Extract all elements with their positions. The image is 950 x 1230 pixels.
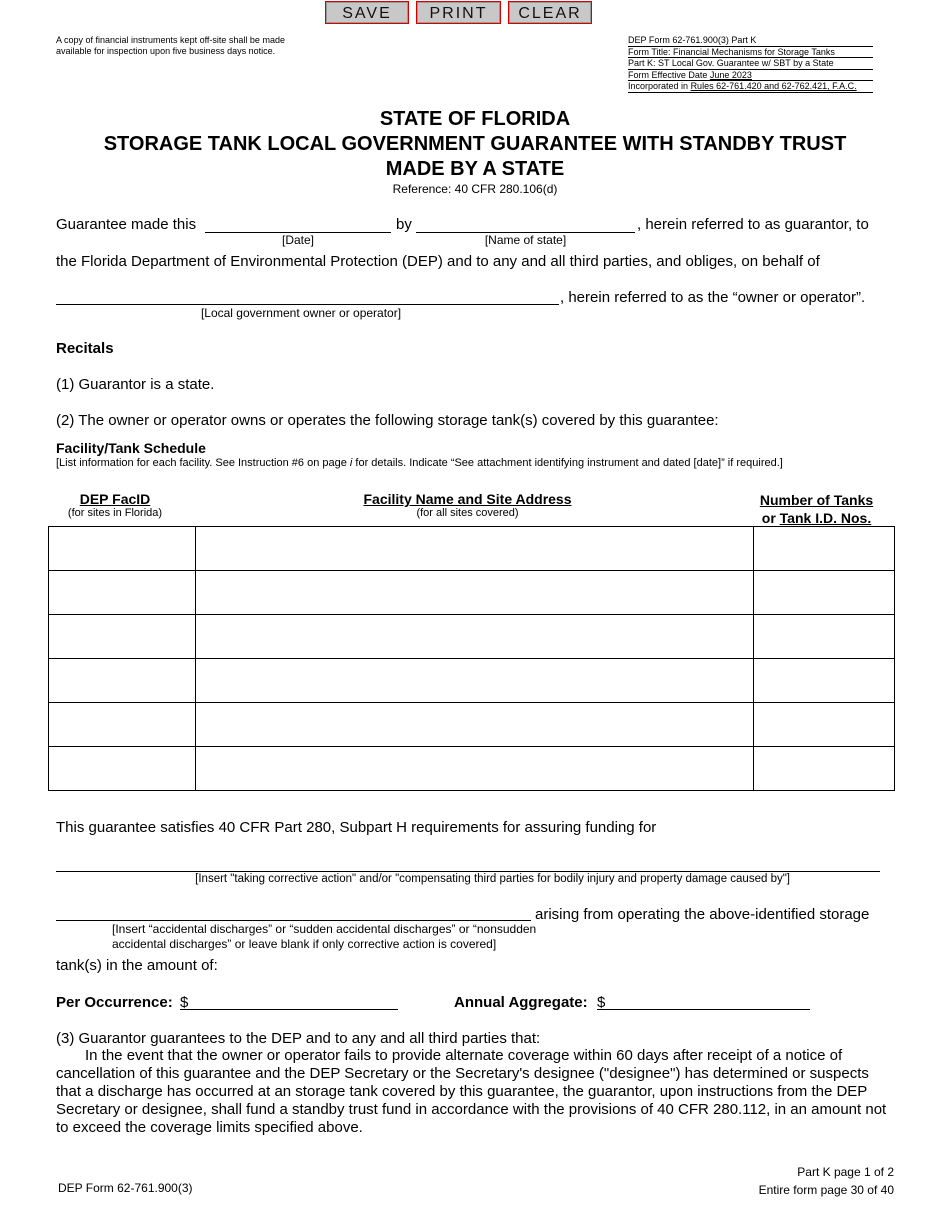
intro-line2: the Florida Department of Environmental Protection (DEP) and to any and all third parties, and obliges, on behalf of [56,253,820,270]
form-number: DEP Form 62-761.900(3) Part K [628,35,873,47]
herein-owner-text: , herein referred to as the “owner or operator”. [560,289,866,306]
facid-input[interactable] [49,527,195,570]
herein-guarantor-text: , herein referred to as guarantor, to [637,216,869,233]
schedule-row [49,703,895,747]
form-info-block [628,35,873,93]
title-line1: STATE OF FLORIDA [379,108,571,130]
per-occurrence-field[interactable] [190,990,400,1008]
offsite-notice-line1: A copy of financial instruments kept off-site shall be made [56,35,285,45]
facility-cell [195,571,754,615]
tanks-cell [754,703,895,747]
facility-cell [195,703,754,747]
col-facility-title: Facility Name and Site Address [363,491,572,507]
effective-date: June 2023 [709,69,752,80]
annual-aggregate-underline [597,1009,810,1010]
owner-underline [56,304,559,305]
discharge-hint-line2: accidental discharges” or leave blank if only corrective action is covered] [112,937,497,951]
annual-aggregate-label: Annual Aggregate: [454,994,588,1011]
col-tanks-title-line2-wrap [745,509,888,527]
facility-input[interactable] [196,659,754,702]
incorporated-label: Incorporated in [628,81,689,91]
arising-text: arising from operating the above-identified storage [535,906,870,923]
facid-input[interactable] [49,571,195,614]
col-tanks-or: or [761,510,780,526]
effective-date-row [628,70,873,82]
annual-aggregate-currency: $ [597,994,606,1011]
tanks-cell [754,747,895,791]
facility-tank-schedule [48,526,895,791]
incorporated-rules: Rules 62-761.420 and 62-762.421, F.A.C. [690,81,857,91]
facid-input[interactable] [49,703,195,746]
discharge-type-hint [112,922,536,952]
recital-1: (1) Guarantor is a state. [56,376,215,393]
save-button[interactable]: SAVE [325,1,409,24]
tanks-input[interactable] [754,615,894,658]
per-occurrence-underline [180,1009,398,1010]
clear-button[interactable]: CLEAR [508,1,592,24]
schedule-instruction-part1: [List information for each facility. See Instruction #6 on page [56,457,350,469]
schedule-row [49,571,895,615]
facid-cell [49,703,196,747]
title-line2: STORAGE TANK LOCAL GOVERNMENT GUARANTEE WITH STANDBY TRUST [103,133,847,155]
facid-input[interactable] [49,615,195,658]
facility-cell [195,747,754,791]
offsite-notice [56,35,356,56]
guarantee-item3: (3) Guarantor guarantees to the DEP and to any and all third parties that: [56,1030,541,1047]
facility-input[interactable] [196,615,754,658]
facid-cell [49,571,196,615]
state-name-field[interactable] [416,214,638,232]
col-facid-sub: (for sites in Florida) [67,507,163,519]
footer-entire-page: Entire form page 30 of 40 [758,1183,894,1197]
recitals-heading: Recitals [56,340,114,357]
incorporated-row [628,81,873,93]
tanks-cell [754,571,895,615]
per-occurrence-label: Per Occurrence: [56,994,173,1011]
schedule-instruction-page: i [349,457,353,469]
facid-cell [49,527,196,571]
owner-hint: [Local government owner or operator] [200,306,402,320]
schedule-row [49,527,895,571]
facid-input[interactable] [49,747,195,790]
discharge-type-underline [56,920,531,921]
facid-cell [49,659,196,703]
schedule-row [49,615,895,659]
schedule-row [49,747,895,791]
date-field[interactable] [205,214,394,232]
footer-part-page: Part K page 1 of 2 [797,1165,894,1179]
coverage-type-field[interactable] [56,853,883,871]
tanks-cell [754,659,895,703]
state-hint: [Name of state] [484,233,567,247]
footer-form-number: DEP Form 62-761.900(3) [58,1181,193,1195]
facility-input[interactable] [196,703,754,746]
coverage-type-hint: [Insert "taking corrective action" and/or "compensating third parties for bodily injury and property damage caused by"] [195,873,790,885]
amount-of-text: tank(s) in the amount of: [56,957,218,974]
facility-cell [195,527,754,571]
owner-operator-field[interactable] [56,286,562,304]
tanks-input[interactable] [754,527,894,570]
discharge-hint-line1: [Insert “accidental discharges” or “sudden accidental discharges” or “nonsudden [112,922,537,936]
reference: Reference: 40 CFR 280.106(d) [392,182,558,196]
footer-page-info [650,1163,894,1199]
by-label: by [396,216,412,233]
guarantee-paragraph: In the event that the owner or operator fails to provide alternate coverage within 60 days after receipt of a notice of cancellation of this guarantee and the DEP Secretary or the Secretary's designee ("designee") has determined or suspects that a discharge has occurred at an storage tank covered by this guarantee, the guarantor, upon instructions from the DEP Secretary or designee, shall fund a standby trust fund in accordance with the provisions of 40 CFR 280.112, in an amount not to exceed the coverage limits specified above. [56,1047,887,1136]
col-facid-title: DEP FacID [79,491,151,507]
facid-cell [49,747,196,791]
tanks-input[interactable] [754,659,894,702]
facility-input[interactable] [196,571,754,614]
col-facid-header [48,491,182,519]
facid-cell [49,615,196,659]
tanks-input[interactable] [754,571,894,614]
satisfies-text: This guarantee satisfies 40 CFR Part 280, Subpart H requirements for assuring funding for [56,819,657,836]
annual-aggregate-field[interactable] [607,990,812,1008]
guarantee-made-this-label: Guarantee made this [56,216,197,233]
col-tanks-title-line1: Number of Tanks [759,492,874,508]
tanks-input[interactable] [754,747,894,790]
form-title: Form Title: Financial Mechanisms for Storage Tanks [628,47,873,59]
coverage-type-underline [56,871,880,872]
col-tanks-header [745,491,888,527]
schedule-row [49,659,895,703]
per-occurrence-currency: $ [180,994,189,1011]
schedule-instruction-part2: for details. Indicate “See attachment identifying instrument and dated [date]” if required.] [352,457,783,469]
facility-cell [195,615,754,659]
facility-cell [195,659,754,703]
title-line3: MADE BY A STATE [385,158,565,180]
tanks-cell [754,527,895,571]
facility-input[interactable] [196,527,754,570]
col-facility-sub: (for all sites covered) [416,507,519,519]
offsite-notice-line2: available for inspection upon five business days notice. [56,45,276,56]
tanks-input[interactable] [754,703,894,746]
facility-input[interactable] [196,747,754,790]
col-facility-header [270,491,665,519]
facid-input[interactable] [49,659,195,702]
tanks-cell [754,615,895,659]
date-hint: [Date] [281,233,314,247]
page-title [40,107,910,196]
print-button[interactable]: PRINT [416,1,501,24]
effective-date-label: Form Effective Date [628,69,708,80]
col-tanks-title-line2: Tank I.D. Nos. [779,510,872,526]
discharge-type-field[interactable] [56,902,534,920]
schedule-heading: Facility/Tank Schedule [56,440,206,456]
recital-2: (2) The owner or operator owns or operates the following storage tank(s) covered by this guarantee: [56,412,719,429]
schedule-instruction [56,457,783,469]
part-title: Part K: ST Local Gov. Guarantee w/ SBT by a State [628,58,873,70]
